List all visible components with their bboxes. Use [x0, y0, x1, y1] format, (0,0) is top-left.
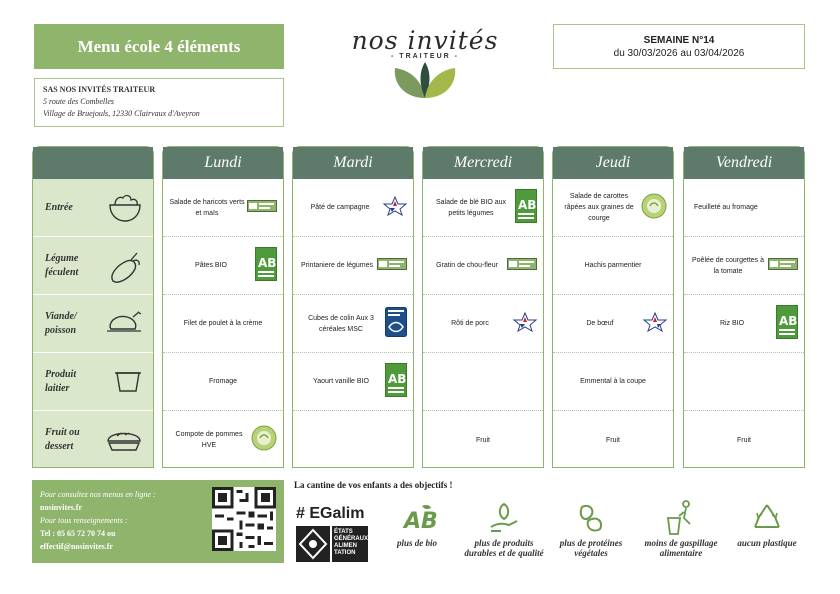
- company-address: [34, 78, 284, 127]
- eggplant-icon: [107, 251, 143, 285]
- dish-name: Feuilleté au fromage: [694, 204, 758, 211]
- ab-bio-label-icon: [255, 247, 277, 285]
- menu-cell: [423, 353, 543, 411]
- dish-name: Salade de haricots verts et maïs: [169, 198, 245, 217]
- dish-name: Filet de poulet à la crème: [183, 320, 263, 327]
- category-column: [32, 146, 154, 468]
- trash-icon: [664, 500, 698, 536]
- hve-label-icon: [247, 200, 277, 216]
- week-range: du 30/03/2026 au 03/04/2026: [613, 48, 745, 59]
- day-column-mercredi: [422, 146, 544, 468]
- menu-cell: [684, 295, 804, 353]
- svg-text:AB: AB: [779, 313, 798, 328]
- website-link[interactable]: nosinvites.fr: [40, 503, 82, 512]
- dish-name: Yaourt vanille BIO: [313, 378, 369, 385]
- egalim-hashtag: # EGalim: [296, 505, 365, 522]
- menu-cell: [293, 237, 413, 295]
- svg-text:AB: AB: [404, 509, 438, 534]
- goal-label: aucun plastique: [737, 538, 797, 548]
- menu-title: Menu école 4 éléments: [34, 24, 284, 69]
- dish-name: Fruit: [737, 436, 751, 444]
- menu-cell: [553, 411, 673, 469]
- dish-name: Fruit: [606, 436, 620, 444]
- dish-name: Emmental à la coupe: [580, 378, 646, 385]
- consult-text: Pour consultez nos menus en ligne :: [40, 490, 156, 499]
- email-link[interactable]: effectif@nosinvites.fr: [40, 542, 113, 551]
- recycle-icon: [750, 501, 784, 535]
- goal-label: moins de gaspillage alimentaire: [644, 538, 718, 558]
- address-line-1: 5 route des Combelles: [43, 97, 115, 106]
- hand-leaf-icon: [487, 501, 521, 535]
- category-legume: [33, 237, 153, 295]
- goal-label: plus de bio: [396, 538, 437, 548]
- menu-cell: [553, 237, 673, 295]
- menu-cell: [163, 179, 283, 237]
- category-label: Légume féculent: [45, 252, 79, 278]
- svg-text:AB: AB: [518, 197, 537, 212]
- objectives-title: La cantine de vos enfants a des objectifs !: [294, 480, 453, 490]
- ab-bio-label-icon: [776, 305, 798, 343]
- salad-bowl-icon: [107, 193, 143, 223]
- pie-icon: [105, 425, 143, 453]
- egalim-logo: [296, 526, 368, 562]
- dish-name: Gratin de chou-fleur: [436, 262, 498, 269]
- logo-leaves-icon: [375, 60, 475, 100]
- week-info: [553, 24, 805, 69]
- menu-cell: [423, 237, 543, 295]
- ab-leaf-icon: [400, 502, 438, 534]
- category-viande: [33, 295, 153, 353]
- category-label: Viande/ poisson: [45, 310, 77, 336]
- qr-code[interactable]: [212, 487, 276, 551]
- info-text: Pour tous renseignements :: [40, 516, 128, 525]
- svg-text:AB: AB: [258, 255, 277, 270]
- menu-cell: [423, 411, 543, 469]
- dish-name: Poêlée de courgettes à la tomate: [692, 256, 764, 275]
- egalim-logo-text: ÉTATS GÉNÉRAUX ALIMEN TATION: [334, 529, 369, 556]
- menu-cell: [163, 295, 283, 353]
- dish-name: Cubes de colin Aux 3 céréales MSC: [308, 314, 374, 333]
- round-label-label-icon: [641, 193, 667, 223]
- hve-label-icon: [377, 258, 407, 274]
- goal-gaspillage: [636, 500, 726, 558]
- day-header: Mardi: [293, 147, 413, 179]
- day-column-jeudi: [552, 146, 674, 468]
- brand-logo: [340, 26, 510, 116]
- ab-bio-label-icon: [515, 189, 537, 227]
- hve-label-icon: [507, 258, 537, 274]
- dish-name: Salade de blé BIO aux petits légumes: [435, 198, 507, 217]
- menu-cell: [553, 353, 673, 411]
- french-meat-label-icon: [643, 312, 667, 336]
- goal-bio: [372, 500, 462, 548]
- address-line-2: Village de Bruejouls, 12330 Clairvaux d'Aveyron: [43, 109, 200, 118]
- category-laitier: [33, 353, 153, 411]
- category-entree: [33, 179, 153, 237]
- goal-label: plus de produits durables et de qualité: [464, 538, 544, 558]
- menu-cell: [293, 179, 413, 237]
- company-name: SAS NOS INVITÉS TRAITEUR: [43, 85, 156, 94]
- category-dessert: [33, 411, 153, 469]
- day-header: Jeudi: [553, 147, 673, 179]
- dish-name: Pâtes BIO: [195, 262, 227, 269]
- week-label: SEMAINE N°14: [643, 35, 715, 46]
- menu-cell: [293, 353, 413, 411]
- dish-name: De bœuf: [586, 320, 614, 327]
- dish-name: Fruit: [476, 436, 490, 444]
- menu-cell: [163, 237, 283, 295]
- french-pork-label-icon: [513, 312, 537, 336]
- menu-cell: [684, 353, 804, 411]
- goal-label: plus de protéines végétales: [559, 538, 623, 558]
- category-label: Fruit ou dessert: [45, 427, 80, 452]
- logo-name: nos invités: [351, 26, 499, 55]
- menu-cell: [163, 411, 283, 469]
- category-label: Produit laitier: [45, 368, 77, 394]
- category-label: Entrée: [45, 201, 73, 213]
- phone-number: Tel : 05 65 72 70 74 ou: [40, 529, 116, 538]
- dish-name: Pâté de campagne: [310, 204, 370, 211]
- hve-label-icon: [768, 258, 798, 274]
- dish-name: Riz BIO: [719, 320, 745, 327]
- menu-cell: [684, 411, 804, 469]
- goal-durable: [459, 500, 549, 558]
- dairy-cup-icon: [113, 367, 143, 395]
- dish-name: Printaniere de légumes: [301, 262, 373, 269]
- roast-chicken-icon: [105, 309, 143, 339]
- menu-cell: [423, 295, 543, 353]
- dish-name: Fromage: [208, 378, 237, 385]
- day-column-lundi: [162, 146, 284, 468]
- ab-bio-label-icon: [385, 363, 407, 401]
- svg-text:AB: AB: [388, 371, 407, 386]
- menu-cell: [553, 179, 673, 237]
- round-label-label-icon: [251, 425, 277, 455]
- menu-cell: [163, 353, 283, 411]
- dish-name: Hachis parmentier: [584, 262, 642, 269]
- day-header: Vendredi: [684, 147, 804, 179]
- day-header: Lundi: [163, 147, 283, 179]
- beans-icon: [574, 501, 608, 535]
- msc-label-icon: [385, 307, 407, 341]
- menu-cell: [423, 179, 543, 237]
- logo-subtitle: - TRAITEUR -: [391, 53, 459, 60]
- dish-name: Compote de pommes HVE: [175, 431, 243, 449]
- day-column-mardi: [292, 146, 414, 468]
- menu-cell: [293, 411, 413, 469]
- menu-cell: [684, 179, 804, 237]
- goal-proteines: [546, 500, 636, 558]
- dish-name: Rôti de porc: [451, 320, 489, 327]
- day-header: Mercredi: [423, 147, 543, 179]
- goal-plastique: [722, 500, 812, 548]
- menu-cell: [684, 237, 804, 295]
- menu-cell: [553, 295, 673, 353]
- dish-name: Salade de carottes râpées aux graines de courge: [564, 193, 634, 222]
- menu-cell: [293, 295, 413, 353]
- french-pork-label-icon: [383, 196, 407, 220]
- day-column-vendredi: [683, 146, 805, 468]
